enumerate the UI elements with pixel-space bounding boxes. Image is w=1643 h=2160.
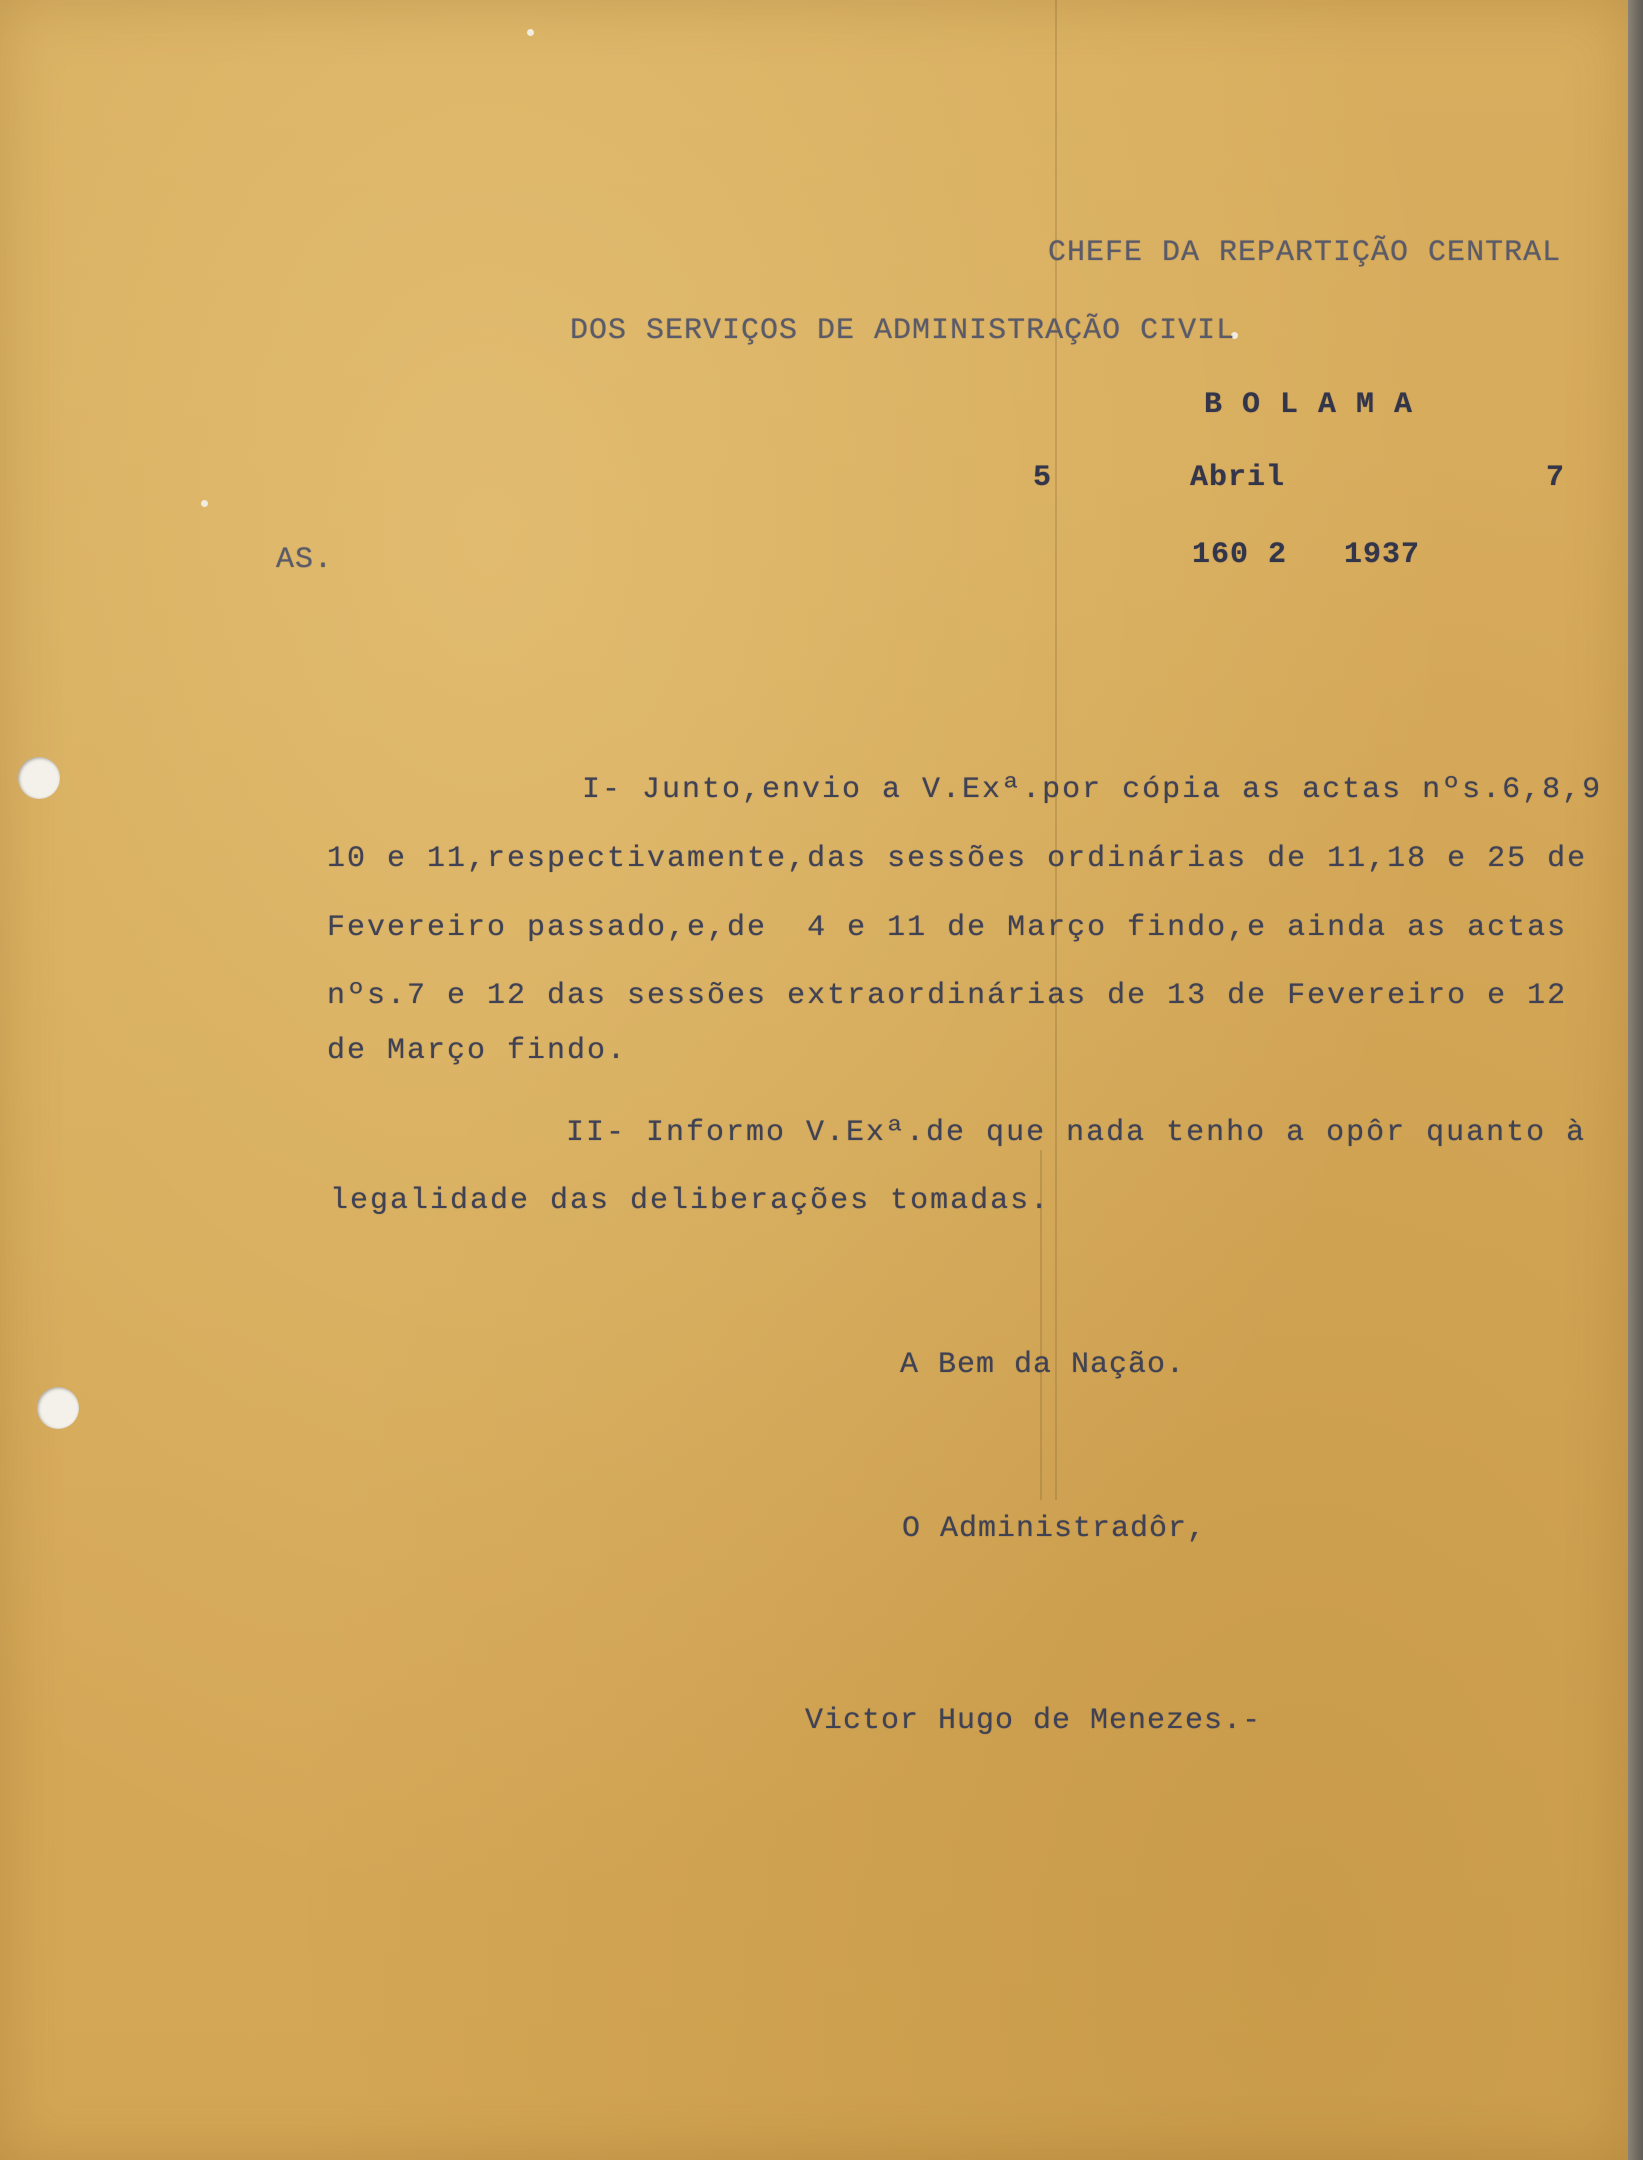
scan-edge	[1628, 0, 1643, 2160]
punch-hole	[37, 1387, 79, 1429]
paper-speck	[527, 29, 534, 36]
body-line: 10 e 11,respectivamente,das sessões ordinárias de 11,18 e 25 de	[327, 842, 1588, 876]
body-line: de Março findo.	[327, 1034, 628, 1068]
page-mark: 7	[1546, 461, 1566, 495]
closing-salutation: A Bem da Nação.	[900, 1348, 1186, 1382]
body-line: Fevereiro passado,e,de 4 e 11 de Março findo,e ainda as actas	[327, 911, 1568, 945]
date-month: Abril	[1190, 461, 1286, 495]
paper-speck	[201, 500, 208, 507]
closing-title: O Administradôr,	[902, 1512, 1207, 1546]
body-line: legalidade das deliberações tomadas.	[330, 1184, 1051, 1218]
letterhead-line-1: CHEFE DA REPARTIÇÃO CENTRAL	[1048, 236, 1562, 270]
letterhead-city: B O L A M A	[1204, 388, 1414, 422]
signatory-name: Victor Hugo de Menezes.-	[805, 1704, 1262, 1738]
paper-fold-line	[1055, 0, 1057, 1500]
date-day: 5	[1033, 461, 1053, 495]
addressee: AS.	[276, 543, 334, 577]
body-line: I- Junto,envio a V.Exª.por cópia as actas nºs.6,8,9	[582, 773, 1603, 807]
letterhead-line-2: DOS SERVIÇOS DE ADMINISTRAÇÃO CIVIL	[570, 314, 1236, 348]
date-reference: 160 2 1937	[1192, 538, 1421, 572]
body-line: II- Informo V.Exª.de que nada tenho a opôr quanto à	[566, 1116, 1587, 1150]
body-line: nºs.7 e 12 das sessões extraordinárias de 13 de Fevereiro e 12	[327, 979, 1568, 1013]
punch-hole	[18, 757, 60, 799]
